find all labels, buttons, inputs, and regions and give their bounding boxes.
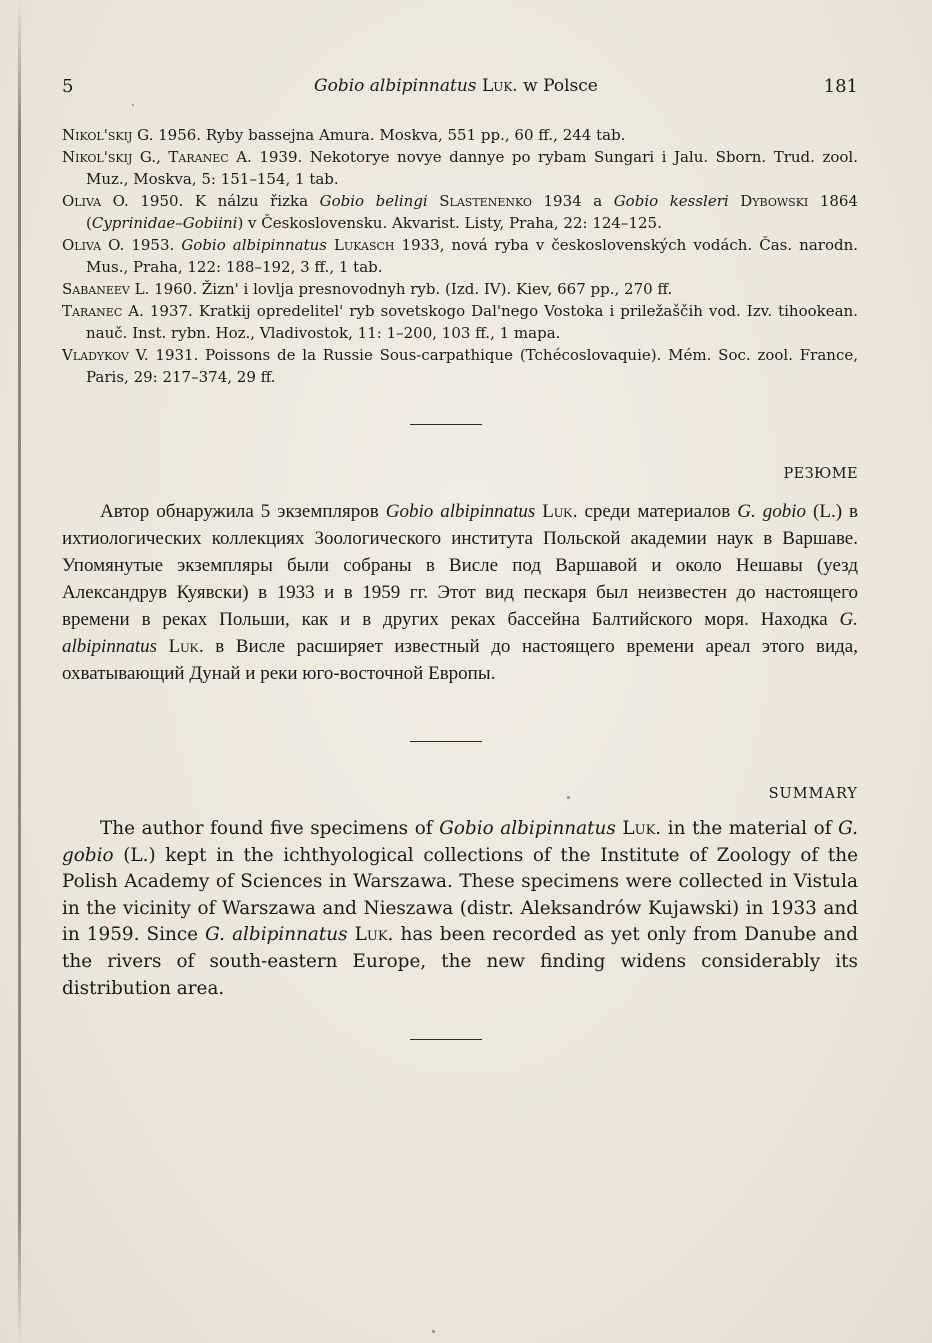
reference-item: [62, 278, 858, 300]
summary-heading: SUMMARY: [768, 786, 858, 802]
scan-speck: [432, 1330, 435, 1333]
reference-item: [62, 300, 858, 344]
section-divider: [410, 424, 482, 425]
reference-item: [62, 344, 858, 388]
section-divider: [410, 741, 482, 742]
running-title-rest: w Polsce: [523, 76, 598, 96]
summary-paragraph: The author found five specimens of Gobio albipinnatus Luk. in the material of G. gobio (L.) kept in the ichthyological collections of the Institute of Zoology of the Polish Academy of Sciences in Warszawa. These specimens were collected in Vistula in the vicinity of Warszawa and Nieszawa (distr. Aleksandrów Kujawski) in 1933 and in 1959. Since G. albipinnatus Luk. has been recorded as yet only from Danube and the rivers of south-eastern Europe, the new finding widens considerably its distribution area.: [62, 818, 858, 999]
reference-author: Oliva O.: [62, 192, 129, 210]
reference-item: Oliva O. 1953. Gobio albipinnatus Lukasch 1933, nová ryba v československých vodách. Čas. narodn. Mus., Praha, 122: 188–192, 3 ff., 1 tab.: [62, 236, 859, 276]
reference-item: [62, 124, 858, 146]
reference-text: 1960. Žizn' i lovlja presnovodnyh ryb. (Izd. IV). Kiev, 667 pp., 270 ff.: [149, 280, 673, 298]
reference-author: Sabaneev L.: [62, 280, 150, 298]
running-title: [314, 76, 598, 96]
running-header: [62, 76, 858, 100]
scan-binding-shadow: [18, 0, 21, 1343]
reference-author: Oliva O.: [62, 236, 125, 254]
scan-speck: [132, 104, 134, 106]
running-title-author: Luk.: [481, 76, 518, 96]
reference-author: Taranec A.: [62, 302, 144, 320]
reference-item: Oliva O. 1950. K nálzu řizka Gobio belingi Slastenenko 1934 a Gobio kessleri Dybowski 1864 (Cyprinidae–Gobiini) v Československu. Akvarist. Listy, Praha, 22: 124–125.: [62, 192, 858, 232]
resume-text: [62, 498, 858, 687]
resume-heading: РЕЗЮМЕ: [783, 466, 858, 482]
reference-text: 1956. Ryby bassejna Amura. Moskva, 551 pp., 60 ff., 244 tab.: [153, 126, 626, 144]
reference-author: Vladykov V.: [62, 346, 149, 364]
running-title-species: Gobio albipinnatus: [314, 76, 477, 96]
references-list: [62, 124, 858, 388]
section-divider: [410, 1039, 482, 1040]
header-section-number: 5: [62, 76, 74, 97]
reference-text: 1939. Nekotorye novye dannye po rybam Sungari i Jalu. Sborn. Trud. zool. Muz., Moskva, 5: 151–154, 1 tab.: [86, 148, 858, 188]
summary-text: [62, 816, 858, 1002]
reference-text: 1931. Poissons de la Russie Sous-carpathique (Tchécoslovaquie). Mém. Soc. zool. France, Paris, 29: 217–374, 29 ff.: [86, 346, 858, 386]
reference-item: [62, 146, 858, 190]
reference-text: 1937. Kratkij opredelitel' ryb sovetskogo Dal'nego Vostoka i priležaščih vod. Izv. tihookean. nauč. Inst. rybn. Hoz., Vladivostok, 11: 1–200, 103 ff., 1 mapa.: [86, 302, 858, 342]
page-number: 181: [823, 76, 858, 97]
reference-author: Nikol'skij G., Taranec A.: [62, 148, 252, 166]
reference-author: Nikol'skij G.: [62, 126, 154, 144]
resume-paragraph: Автор обнаружила 5 экземпляров Gobio albipinnatus Luk. среди материалов G. gobio (L.) в ихтиологических коллекциях Зоологического института Польской академии наук в Варшаве. Упомянутые экземпляры были собраны в Висле под Варшавой и около Нешавы (уезд Александрув Куявски) в 1933 и в 1959 гг. Этот вид пескаря был неизвестен до настоящего времени в реках Польши, как и в других реках бассейна Балтийского моря. Находка G. albipinnatus Luk. в Висле расширяет известный до настоящего времени ареал этого вида, охватывающий Дунай и реки юго-восточной Европы.: [62, 501, 859, 684]
scan-speck: [567, 796, 570, 799]
